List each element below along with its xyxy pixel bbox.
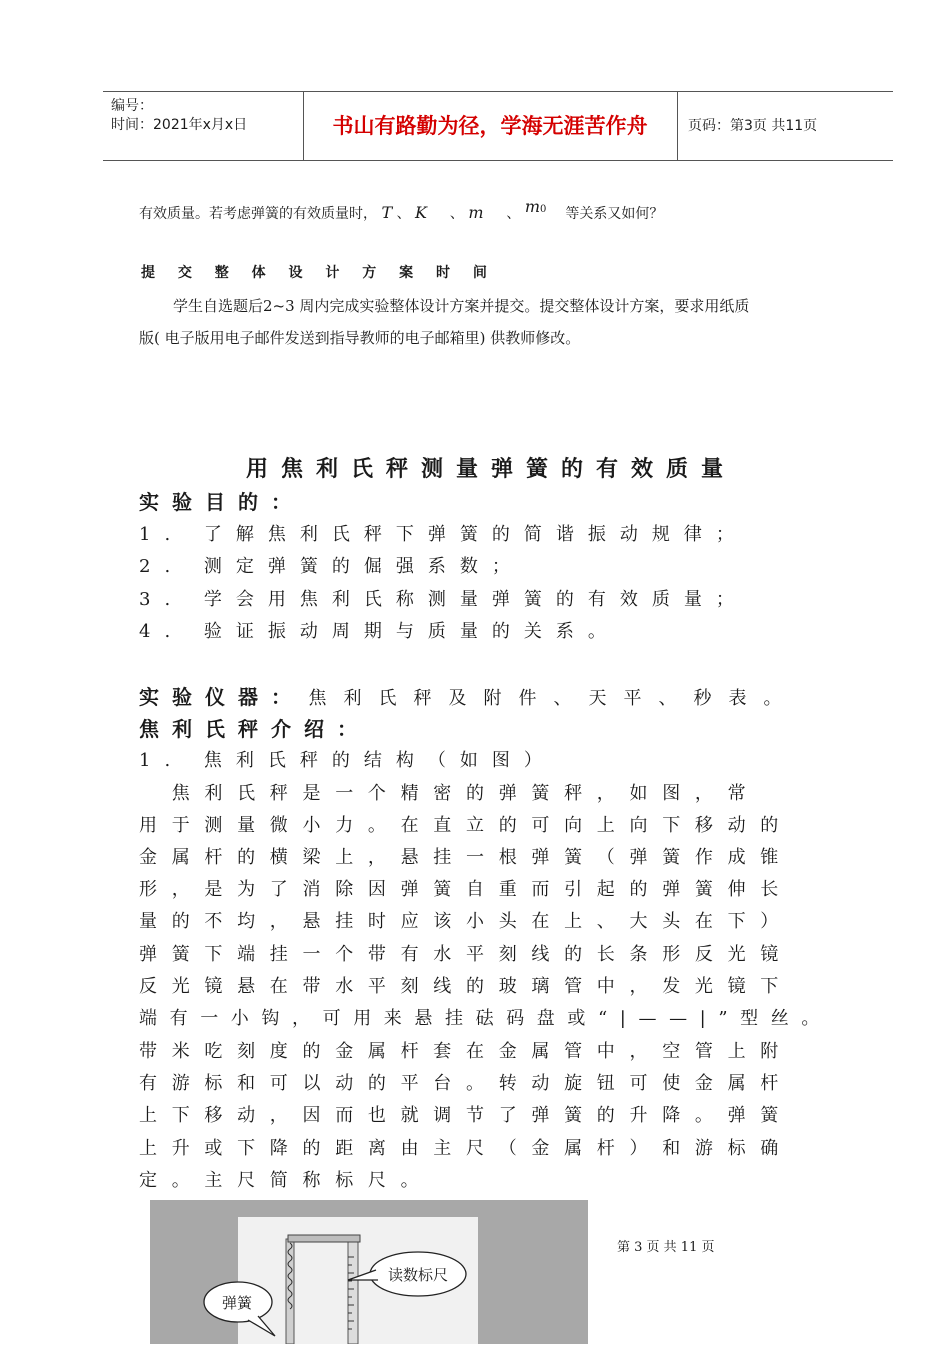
instruments-text: 焦利氏秤及附件、天平、秒表。 <box>308 688 799 709</box>
deadline-paragraph-line1: 学生自选题后2~3 周内完成实验整体设计方案并提交。提交整体设计方案，要求用纸质 <box>173 297 750 315</box>
callout-scale-label: 读数标尺 <box>388 1266 449 1284</box>
body-line: 反光镜悬在带水平刻线的玻璃管中，发光镜下 <box>139 976 793 997</box>
purpose-heading: 实验目的： <box>139 490 304 514</box>
body-line: 有游标和可以动的平台。转动旋钮可使金属杆 <box>139 1073 793 1094</box>
intro-line <box>139 197 664 223</box>
instruments-line <box>139 681 798 710</box>
scale-intro-heading: 焦利氏秤介绍： <box>139 717 370 741</box>
page-header <box>103 91 893 161</box>
purpose-item: 2. 测定弹簧的倔强系数； <box>139 556 524 577</box>
body-line: 量的不均，悬挂时应该小头在上、大头在下） <box>139 911 793 932</box>
body-line: 形，是为了消除因弹簧自重而引起的弹簧伸长 <box>139 879 793 900</box>
callout-spring-label: 弹簧 <box>222 1294 253 1312</box>
purpose-item: 1. 了解焦利氏秤下弹簧的简谐振动规律； <box>139 524 748 545</box>
number-label: 编号： <box>111 98 153 114</box>
body-line: 上升或下降的距离由主尺（金属杆）和游标确 <box>139 1138 793 1159</box>
sep: 、 <box>396 206 411 222</box>
body-line: 金属杆的横梁上，悬挂一根弹簧（弹簧作成锥 <box>139 847 793 868</box>
body-line: 定。主尺简称标尺。 <box>139 1170 434 1191</box>
page-number-label: 页码：第3页 共11页 <box>688 118 818 134</box>
body-line: 弹簧下端挂一个带有水平刻线的长条形反光镜 <box>139 944 793 965</box>
deadline-paragraph-line2: 版( 电子版用电子邮件发送到指导教师的电子邮箱里) 供教师修改。 <box>139 329 581 347</box>
symbol-T: T <box>381 203 393 222</box>
body-line: 上下移动，因而也就调节了弹簧的升降。弹簧 <box>139 1105 793 1126</box>
symbol-m0-subscript: 0 <box>540 204 547 215</box>
callout-layer <box>150 1200 588 1344</box>
intro-prefix: 有效质量。若考虑弹簧的有效质量时， <box>139 206 377 222</box>
body-line: 焦利氏秤是一个精密的弹簧秤，如图，常 <box>139 783 761 804</box>
motto: 书山有路勤为径，学海无涯苦作舟 <box>303 92 678 160</box>
purpose-item: 3. 学会用焦利氏称测量弹簧的有效质量； <box>139 589 748 610</box>
purpose-item: 4. 验证振动周期与质量的关系。 <box>139 621 620 642</box>
sep: 、 <box>506 206 521 222</box>
time-label: 时间：2021年x月x日 <box>111 117 248 133</box>
page-footer: 第 3 页 共 11 页 <box>617 1240 715 1255</box>
header-left-cell <box>103 92 304 160</box>
symbol-m0-base: m <box>524 197 541 216</box>
intro-suffix: 等关系又如何？ <box>565 206 664 222</box>
body-line: 带米吃刻度的金属杆套在金属管中，空管上附 <box>139 1041 793 1062</box>
page-title: 用焦利氏秤测量弹簧的有效质量 <box>246 456 737 482</box>
apparatus-figure <box>150 1200 588 1344</box>
symbol-m0 <box>525 197 547 216</box>
body-line: 用于测量微小力。在直立的可向上向下移动的 <box>139 815 793 836</box>
instruments-heading: 实验仪器： <box>139 685 304 709</box>
body-line: 端有一小钩，可用来悬挂砝码盘或“|——|”型丝。 <box>139 1008 832 1029</box>
deadline-heading: 提 交 整 体 设 计 方 案 时 间 <box>141 265 496 281</box>
scale-intro-subheading: 1. 焦利氏秤的结构（如图） <box>139 750 556 771</box>
sep: 、 <box>449 206 464 222</box>
symbol-K: K <box>415 203 427 222</box>
symbol-m: m <box>468 203 484 222</box>
